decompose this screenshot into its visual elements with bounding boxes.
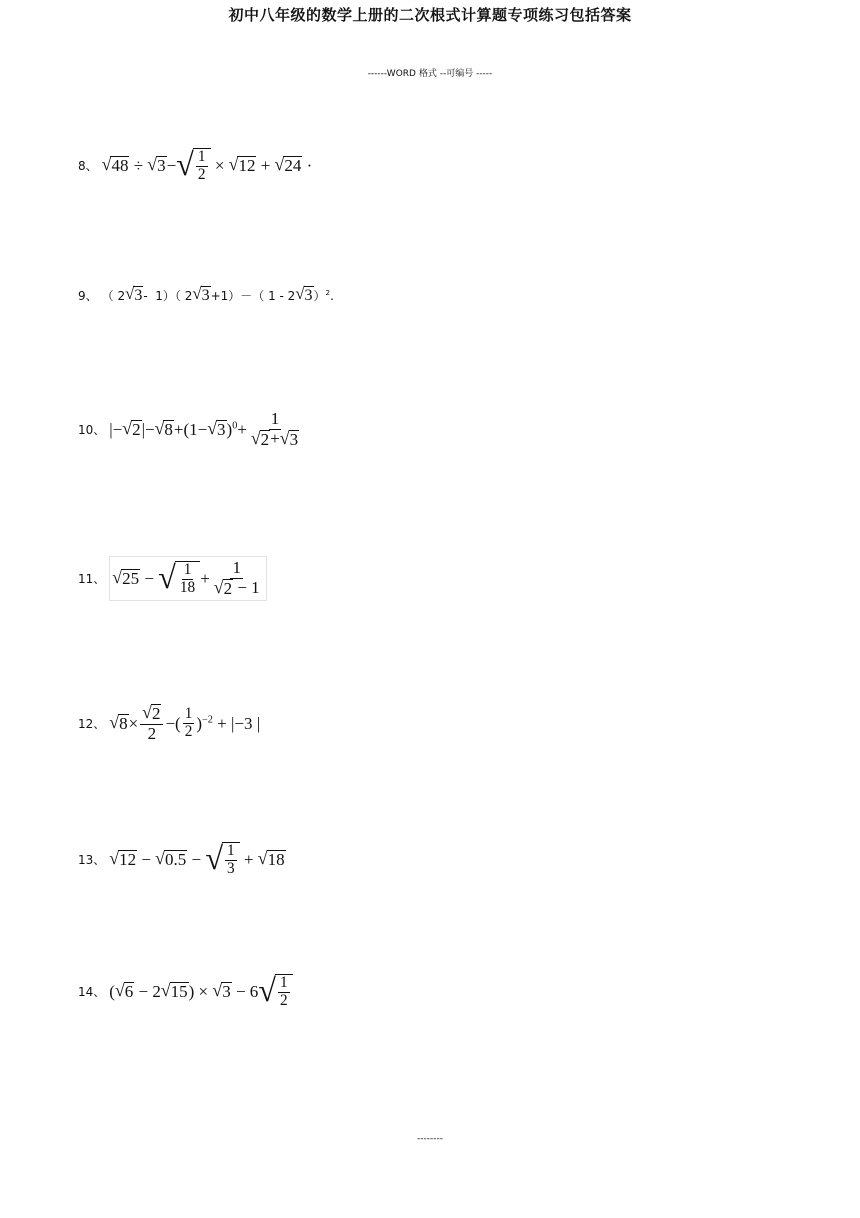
math-expression: √ 12 − √ 0.5 − √ $\frac{1}{3}$ + √ 18 (109, 840, 285, 877)
math-expression: √ 25 − √ $\frac{1}{18}$ + 1 √ 2 − 1 (109, 556, 266, 601)
problem-number: 9、 (78, 288, 98, 303)
problem-number: 10、 (78, 423, 106, 438)
page-header: ------WORD 格式 --可编号 ----- (367, 69, 493, 79)
problem-number: 14、 (78, 985, 106, 1000)
problem-number: 8、 (78, 159, 98, 174)
problem-number: 12、 (78, 717, 106, 732)
math-expression: √ 8 × √ 2 2 −( $\frac{1}{2}$ )$^{-2}$ + |−3 | (109, 702, 261, 743)
page-title: 初中八年级的数学上册的二次根式计算题专项练习包括答案 (228, 6, 632, 24)
problem-number: 13、 (78, 853, 106, 868)
math-expression: |− √ 2 |− √ 8 +(1− √ 3 )$^0$+ 1 √ 2 + √ 3 (109, 409, 299, 449)
problem-number: 11、 (78, 572, 106, 587)
math-expression: （ 2 √ 3 - 1）（ 2 √ 3 +1）－（ 1 - 2 √ 3 ）$^2$. (101, 284, 334, 304)
problem-14 (78, 974, 293, 1010)
problem-12 (78, 704, 260, 743)
problem-11 (78, 556, 267, 601)
math-expression: ( √ 6 − 2 √ 15 ) × √ 3 − 6 √ $\frac{1}{2}$ (109, 974, 292, 1010)
problem-13 (78, 842, 286, 878)
problem-10 (78, 410, 303, 449)
page-footer: -------- (417, 1134, 443, 1144)
problem-8 (78, 148, 312, 184)
problem-9 (78, 286, 334, 305)
math-expression: √ 48 ÷ √ 3 − √ $\frac{1}{2}$ × √ 12 + √ 24 · (101, 146, 313, 183)
